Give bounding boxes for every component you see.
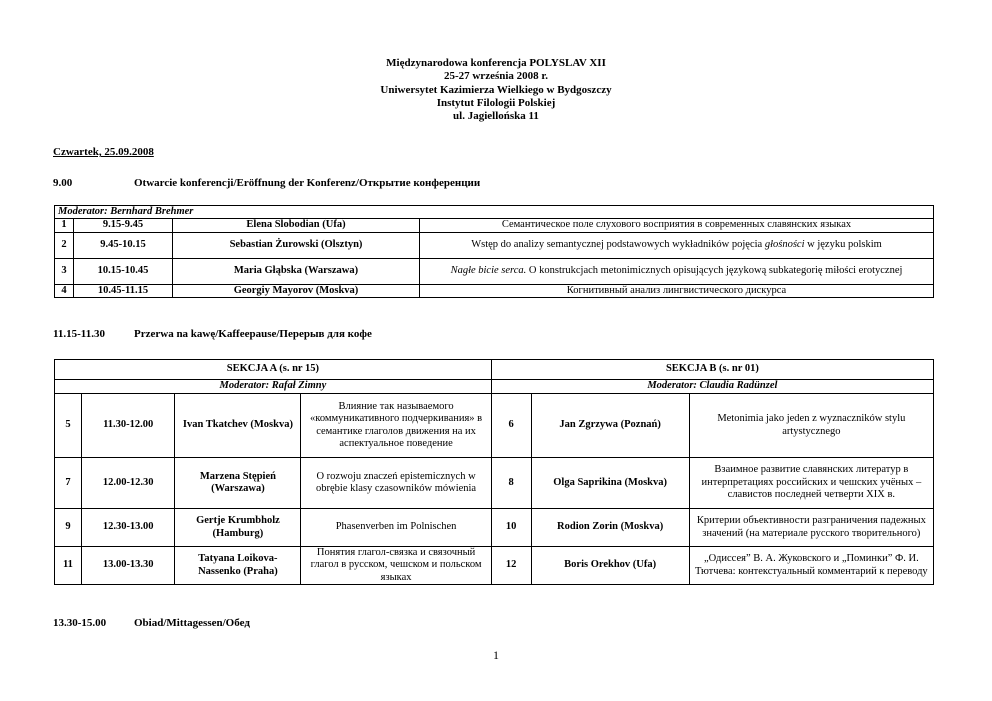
row-time: 10.45-11.15 <box>74 284 173 297</box>
session1-moderator: Moderator: Bernhard Brehmer <box>55 206 934 219</box>
row-speaker: Georgiy Mayorov (Moskva) <box>173 284 420 297</box>
session2-table <box>54 359 934 585</box>
row-time: 10.15-10.45 <box>74 258 173 284</box>
row-speaker: Maria Głąbska (Warszawa) <box>173 258 420 284</box>
row-speaker-a: Marzena Stępień (Warszawa) <box>175 458 301 509</box>
row-topic-a: Phasenverben im Polnischen <box>301 509 491 547</box>
table-row <box>55 458 934 509</box>
row-time: 13.00-13.30 <box>81 547 175 585</box>
section-a-moderator: Moderator: Rafał Zimny <box>55 380 492 394</box>
row-speaker: Sebastian Żurowski (Olsztyn) <box>173 232 420 258</box>
row-topic-b: Критерии объективности разграничения падежных значений (на материале русского творительного) <box>689 509 933 547</box>
row-topic-a: O rozwoju znaczeń epistemicznych w obrębie klasy czasowników mówienia <box>301 458 491 509</box>
row-number-b: 12 <box>491 547 531 585</box>
header-dates: 25-27 września 2008 r. <box>443 70 549 83</box>
header-university: Uniwersytet Kazimierza Wielkiego w Bydgoszczy <box>380 83 612 96</box>
row-topic-a: Влияние так называемого «коммуникативного подчеркивания» в семантике глаголов движения на их аспектуальное поведение <box>301 394 491 458</box>
row-speaker-a: Ivan Tkatchev (Moskva) <box>175 394 301 458</box>
header-title: Międzynarodowa konferencja POLYSLAV XII <box>386 57 606 69</box>
row-number-a: 9 <box>55 509 82 547</box>
row-number-a: 5 <box>55 394 82 458</box>
row-topic: Wstęp do analizy semantycznej podstawowych wykładników pojęcia głośności w języku polskim <box>420 232 934 258</box>
session1-table <box>54 205 934 298</box>
conference-header <box>0 57 992 123</box>
break-text: Przerwa na kawę/Kaffeepause/Перерыв для кофе <box>134 328 372 340</box>
section-b-heading: SEKCJA B (s. nr 01) <box>491 360 933 380</box>
row-number: 2 <box>55 232 74 258</box>
row-speaker-b: Rodion Zorin (Moskva) <box>531 509 689 547</box>
row-speaker: Elena Slobodian (Ufa) <box>173 219 420 232</box>
row-number-b: 6 <box>491 394 531 458</box>
row-number: 3 <box>55 258 74 284</box>
header-institute: Instytut Filologii Polskiej <box>436 96 556 109</box>
row-topic-a: Понятия глагол-связка и связочный глагол в русском, чешском и польском языках <box>301 547 491 585</box>
row-speaker-b: Olga Saprikina (Moskva) <box>531 458 689 509</box>
row-number-b: 10 <box>491 509 531 547</box>
lunch-text: Obiad/Mittagessen/Обед <box>134 617 250 629</box>
break-time: 11.15-11.30 <box>53 328 105 340</box>
row-topic-b: „Одиссея” В. А. Жуковского и „Поминки” Ф. И. Тютчева: контекстуальный комментарий к переводу <box>689 547 933 585</box>
row-time: 12.00-12.30 <box>81 458 175 509</box>
row-time: 11.30-12.00 <box>81 394 175 458</box>
row-topic-b: Взаимное развитие славянских литератур в интерпретациях российских и чешских учёных – славистов последней четверти XIX в. <box>689 458 933 509</box>
table-row <box>55 219 934 232</box>
row-number-b: 8 <box>491 458 531 509</box>
page-number: 1 <box>493 648 499 662</box>
table-row <box>55 509 934 547</box>
row-time: 9.15-9.45 <box>74 219 173 232</box>
section-b-moderator: Moderator: Claudia Radünzel <box>491 380 933 394</box>
opening-text: Otwarcie konferencji/Eröffnung der Konferenz/Открытие конференции <box>134 177 481 189</box>
section-a-heading: SEKCJA A (s. nr 15) <box>55 360 492 380</box>
row-speaker-b: Boris Orekhov (Ufa) <box>531 547 689 585</box>
lunch-time: 13.30-15.00 <box>53 617 107 629</box>
row-number: 4 <box>55 284 74 297</box>
opening-time: 9.00 <box>53 177 73 189</box>
table-row <box>55 232 934 258</box>
row-speaker-a: Gertje Krumbholz (Hamburg) <box>175 509 301 547</box>
table-row <box>55 394 934 458</box>
header-address: ul. Jagiellońska 11 <box>453 110 539 123</box>
row-number-a: 11 <box>55 547 82 585</box>
row-number-a: 7 <box>55 458 82 509</box>
table-row <box>55 547 934 585</box>
row-speaker-b: Jan Zgrzywa (Poznań) <box>531 394 689 458</box>
row-time: 12.30-13.00 <box>81 509 175 547</box>
row-topic: Когнитивный анализ лингвистического дискурса <box>420 284 934 297</box>
row-time: 9.45-10.15 <box>74 232 173 258</box>
day-heading: Czwartek, 25.09.2008 <box>53 146 154 158</box>
table-row <box>55 284 934 297</box>
row-number: 1 <box>55 219 74 232</box>
row-topic: Семантическое поле слухового восприятия в современных славянских языках <box>420 219 934 232</box>
table-row <box>55 258 934 284</box>
row-topic: Nagłe bicie serca. O konstrukcjach metonimicznych opisujących językową subkategorię miłości erotycznej <box>420 258 934 284</box>
row-topic-b: Metonimia jako jeden z wyznaczników stylu artystycznego <box>689 394 933 458</box>
row-speaker-a: Tatyana Loikova-Nassenko (Praha) <box>175 547 301 585</box>
